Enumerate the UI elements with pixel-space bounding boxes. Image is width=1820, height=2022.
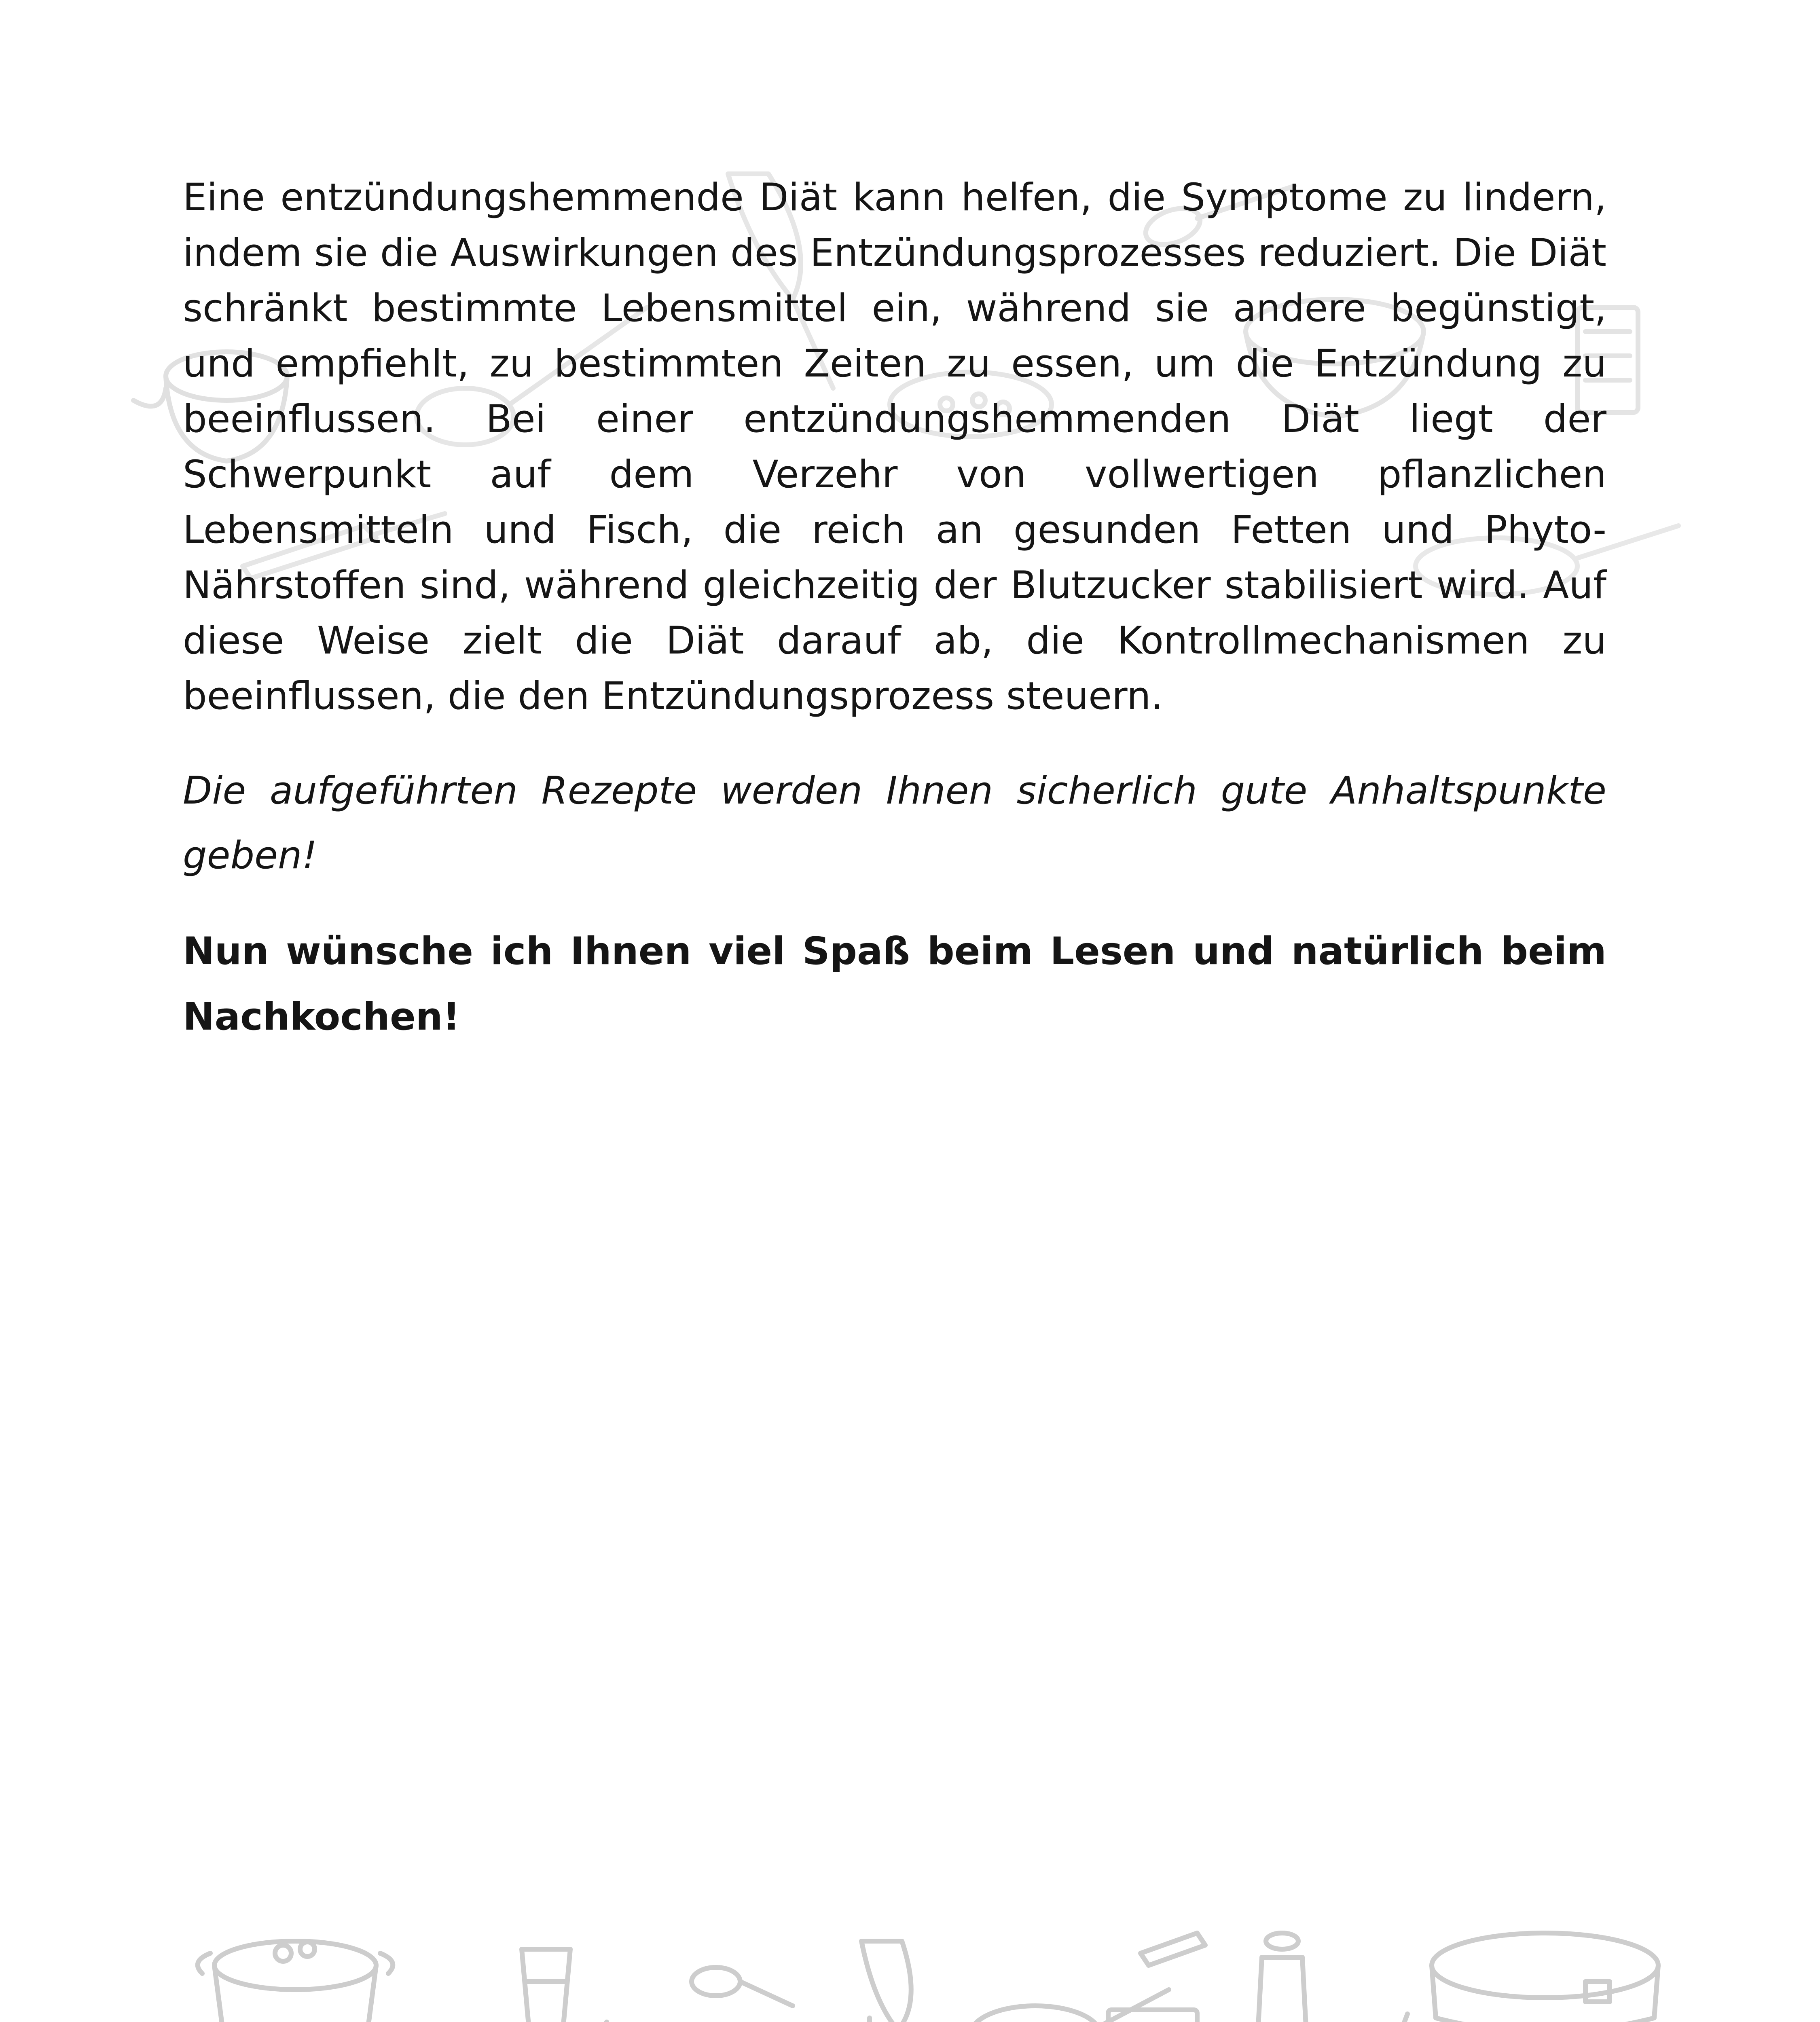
ladle-icon bbox=[1173, 2014, 1407, 2022]
cake-tin-icon bbox=[1432, 1933, 1658, 2022]
recipes-note-paragraph: Die aufgeführten Rezepte werden Ihnen sicherlich gute Anhaltspunkte geben! bbox=[183, 769, 1606, 878]
intro-paragraph: Eine entzündungshemmende Diät kann helfen, die Symptome zu lindern, indem sie die Auswirkungen des Entzündungsprozesses reduziert. Die Diät schränkt bestimmte Lebensmittel ein, während sie andere begünstigt, und empfiehlt, zu bestimmten Zeiten zu essen, um die Entzündung zu beeinflussen. Bei einer entzündungshemmenden Diät liegt der Schwerpunkt auf dem Verzehr von vollwertigen pflanzlichen Lebensmitteln und Fisch, die reich an gesunden Fetten und Phyto-Nährstoffen sind, während gleichzeitig der Blutzucker stabilisiert wird. Auf diese Weise zielt die Diät darauf ab, die Kontrollmechanismen zu beeinflussen, die den Entzündungsprozess steuern. bbox=[183, 176, 1606, 718]
frying-pan-icon bbox=[971, 1990, 1169, 2022]
document-body bbox=[183, 170, 1606, 1050]
glass-icon bbox=[522, 1949, 570, 2022]
spoon-icon bbox=[663, 1967, 793, 2022]
cooking-pot-icon bbox=[198, 1941, 393, 2022]
whisk-icon bbox=[861, 1941, 911, 2022]
knife-icon bbox=[1108, 1933, 1205, 2022]
rolling-pin-icon bbox=[857, 2018, 882, 2022]
jug-icon bbox=[1258, 1933, 1306, 2022]
closing-wish-paragraph: Nun wünsche ich Ihnen viel Spaß beim Lesen und natürlich beim Nachkochen! bbox=[183, 929, 1606, 1039]
